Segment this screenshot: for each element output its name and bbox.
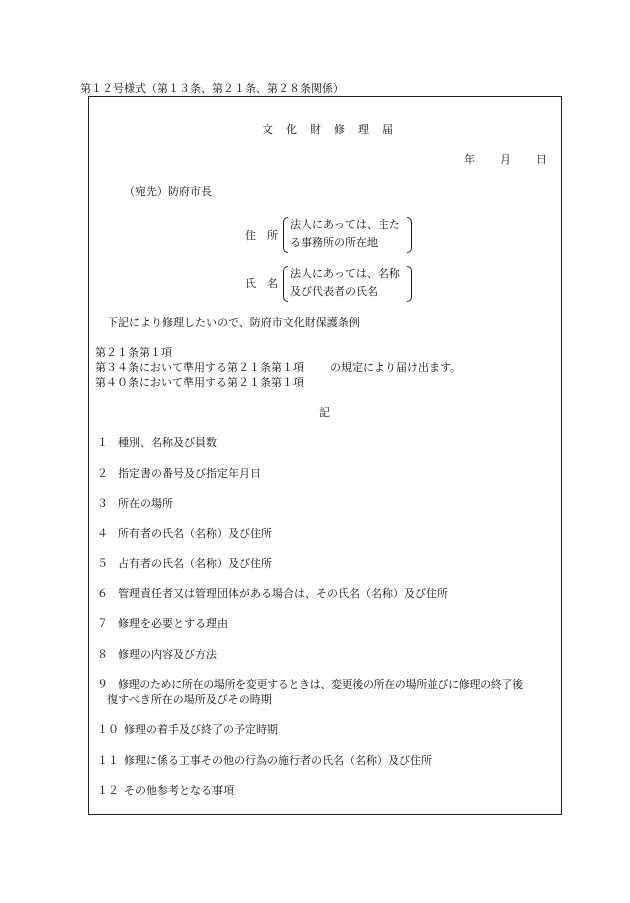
item-text: 所有者の氏名（名称）及び住所 [118, 527, 272, 540]
date-year: 年 [464, 153, 475, 166]
item-text: 指定書の番号及び指定年月日 [118, 467, 261, 480]
item-text: 修理に係る工事その他の行為の施行者の氏名（名称）及び住所 [124, 754, 432, 767]
item-number: ９ [97, 678, 108, 691]
intro-text: 下記により修理したいので、防府市文化財保護条例 [107, 316, 360, 329]
name-label: 氏 名 [245, 277, 278, 290]
item-text-continued: 復すべき所在の場所及びその時期 [107, 693, 272, 706]
ki-heading: 記 [319, 406, 330, 419]
clause-1: 第２１条第１項 [95, 346, 172, 359]
item-text: 修理を必要とする理由 [118, 617, 228, 630]
address-note-line1: 法人にあっては、主た [290, 218, 400, 231]
item-text: 所在の場所 [118, 497, 173, 510]
address-label: 住 所 [245, 229, 278, 242]
item-text: 修理の内容及び方法 [118, 648, 217, 661]
name-note-line1: 法人にあっては、名称 [290, 267, 400, 280]
form-frame [88, 96, 562, 815]
name-note-line2: 及び代表者の氏名 [290, 285, 378, 298]
item-number: ８ [97, 648, 108, 661]
name-bracket-left [283, 266, 288, 302]
address-note-line2: る事務所の所在地 [290, 236, 378, 249]
item-text: 修理のために所在の場所を変更するときは、変更後の所在の場所並びに修理の終了後 [118, 678, 523, 691]
item-number: ２ [97, 467, 108, 480]
item-number: ６ [97, 587, 108, 600]
name-bracket-right [407, 266, 412, 302]
date-month: 月 [500, 153, 511, 166]
form-title: 文化財修理届 [262, 123, 406, 136]
form-number: 第１２号様式（第１３条、第２１条、第２８条関係） [80, 82, 344, 95]
clause-2: 第３４条において準用する第２１条第１項 [95, 361, 304, 374]
addressee: （宛先）防府市長 [124, 185, 212, 198]
address-bracket-left [283, 217, 288, 253]
clause-3: 第４０条において準用する第２１条第１項 [95, 376, 304, 389]
item-number: １０ [97, 723, 119, 736]
item-text: 占有者の氏名（名称）及び住所 [118, 557, 272, 570]
date-day: 日 [536, 153, 547, 166]
item-number: ３ [97, 497, 108, 510]
item-text: 管理責任者又は管理団体がある場合は、その氏名（名称）及び住所 [118, 587, 448, 600]
item-text: 修理の着手及び終了の予定時期 [124, 723, 278, 736]
clause-2-suffix: の規定により届け出ます。 [330, 361, 462, 374]
item-number: ４ [97, 527, 108, 540]
item-number: １１ [97, 754, 119, 767]
item-text: 種別、名称及び員数 [118, 436, 217, 449]
item-text: その他参考となる事項 [124, 784, 234, 797]
address-bracket-right [407, 217, 412, 253]
item-number: ７ [97, 617, 108, 630]
item-number: １ [97, 436, 108, 449]
item-number: １２ [97, 784, 119, 797]
item-number: ５ [97, 557, 108, 570]
